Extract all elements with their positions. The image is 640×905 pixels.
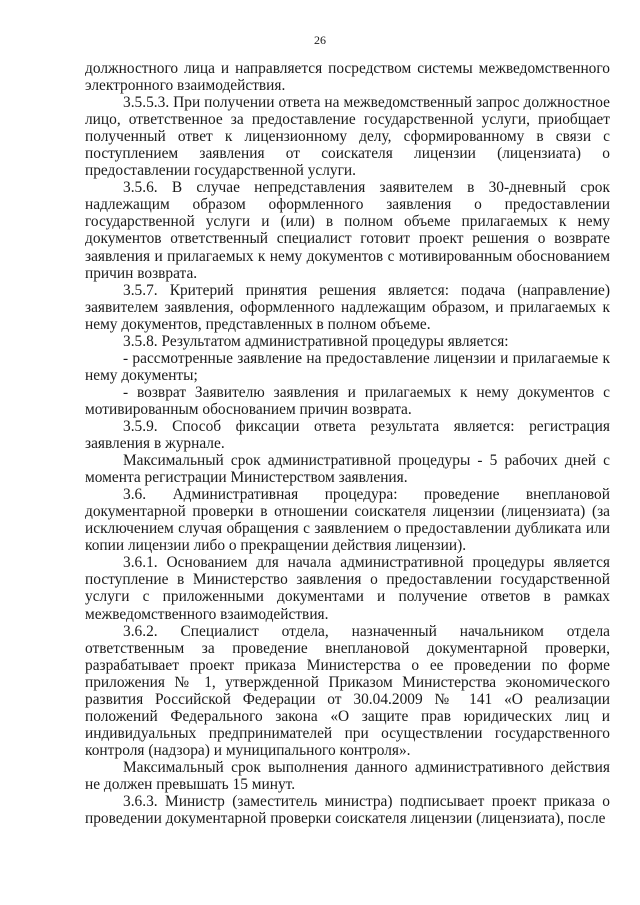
paragraph: 3.5.6. В случае непредставления заявителем в 30-дневный срок надлежащим образом оформленного заявления о предоставлении государственной услуги и (или) в полном объеме прилагаемых к нему документов ответственный специалист готовит проект решения о возврате заявления и прилагаемых к нему документов с мотивированным обоснованием причин возврата. (85, 179, 610, 282)
paragraph: - возврат Заявителю заявления и прилагаемых к нему документов с мотивированным обоснованием причин возврата. (85, 383, 610, 418)
paragraph: должностного лица и направляется посредством системы межведомственного электронного взаимодействия. (85, 60, 610, 95)
page-number: 26 (314, 33, 326, 47)
paragraph: 3.5.7. Критерий принятия решения является: подача (направление) заявителем заявления, оформленного надлежащим образом, и прилагаемых к нему документов, представленных в полном объеме. (85, 281, 610, 333)
paragraph: Максимальный срок административной процедуры - 5 рабочих дней с момента регистрации Министерством заявления. (85, 452, 610, 487)
paragraph: 3.5.8. Результатом административной процедуры является: (123, 332, 509, 350)
paragraph: 3.6.2. Специалист отдела, назначенный начальником отдела ответственным за проведение внеплановой документарной проверки, разрабатывает проект приказа Министерства о ее проведении по форме приложения № 1, утвержденной Приказом Министерства экономического развития Российской Федерации от 30.04.2009 № 141 «О реализации положений Федерального закона «О защите прав юридических лиц и индивидуальных предпринимателей при осуществлении государственного контроля (надзора) и муниципального контроля». (85, 622, 610, 759)
paragraph: Максимальный срок выполнения данного административного действия не должен превышать 15 минут. (85, 758, 610, 793)
paragraph: 3.6.1. Основанием для начала административной процедуры является поступление в Министерство заявления о предоставлении государственной услуги с приложенными документами и получение ответов в рамках межведомственного взаимодействия. (85, 554, 610, 623)
paragraph: 3.6.3. Министр (заместитель министра) подписывает проект приказа о проведении документарной проверки соискателя лицензии (лицензиата), после (85, 793, 610, 828)
paragraph: 3.6. Административная процедура: проведение внеплановой документарной проверки в отношении соискателя лицензии (лицензиата) (за исключением случая обращения с заявлением о предоставлении дубликата или копии лицензии либо о прекращении действия лицензии). (85, 486, 610, 555)
document-body (85, 60, 610, 827)
paragraph: 3.5.9. Способ фиксации ответа результата является: регистрация заявления в журнале. (85, 417, 610, 453)
paragraph: 3.5.5.3. При получении ответа на межведомственный запрос должностное лицо, ответственное за предоставление государственной услуги, приобщает полученный ответ к лицензионному делу, сформированному в связи с поступлением заявления от соискателя лицензии (лицензиата) о предоставлении государственной услуги. (85, 94, 610, 180)
paragraph: - рассмотренные заявление на предоставление лицензии и прилагаемые к нему документы; (85, 349, 610, 384)
